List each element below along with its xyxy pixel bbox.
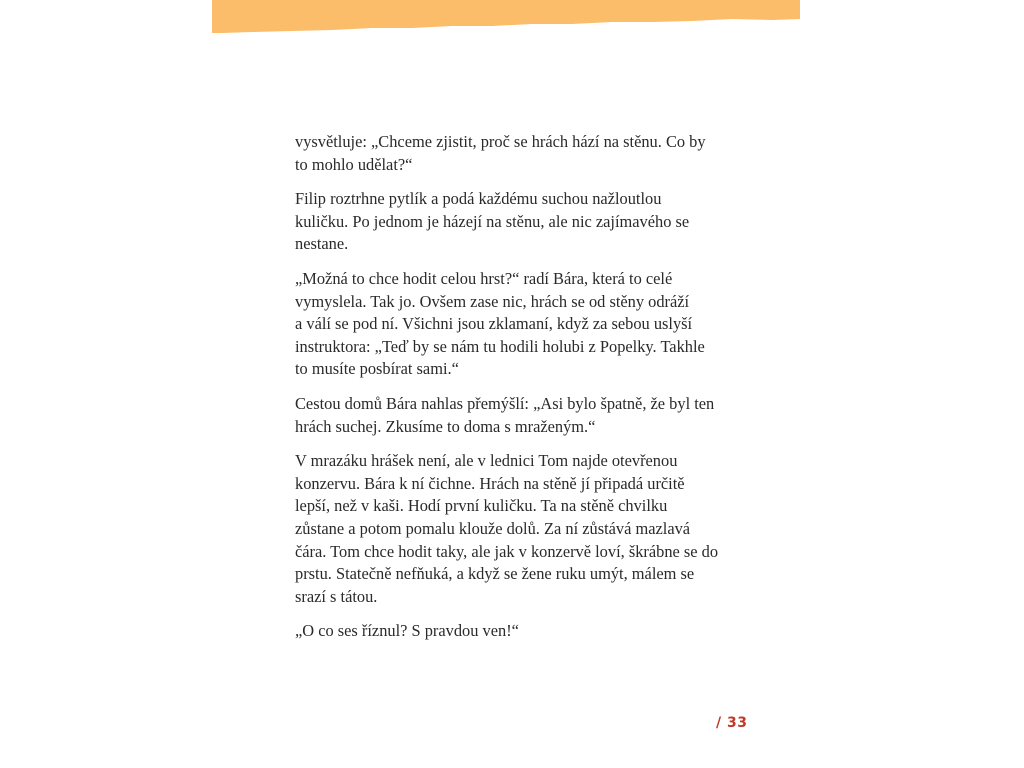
page-number: / 33: [716, 715, 748, 731]
paragraph: vysvětluje: „Chceme zjistit, proč se hrách hází na stěnu. Co by to mohlo udělat?“: [295, 132, 706, 174]
paragraph: Filip roztrhne pytlík a podá každému suchou nažloutlou kuličku. Po jednom je házejí na stěnu, ale nic zajímavého se nestane.: [295, 189, 690, 254]
paragraph: Cestou domů Bára nahlas přemýšlí: „Asi bylo špatně, že byl ten hrách suchej. Zkusíme to doma s mraženým.“: [295, 393, 715, 436]
orange-banner-decoration: [212, 0, 800, 40]
paragraph: „Možná to chce hodit celou hrst?“ radí Bára, která to celé vymyslela. Tak jo. Ovšem zase nic, hrách se od stěny odráží a válí se pod ní. Všichni jsou zklamaní, když za sebou uslyší instruktora: „Teď by se nám tu hodili holubi z Popelky. Takhle to musíte posbírat sami.“: [295, 268, 705, 379]
paragraph: „O co ses říznul? S pravdou ven!“: [295, 621, 519, 641]
paragraph: V mrazáku hrášek není, ale v lednici Tom najde otevřenou konzervu. Bára k ní čichne. Hrách na stěně jí připadá určitě lepší, než v kaši. Hodí první kuličku. Ta na stěně chvilku zůstane a potom pomalu klouže dolů. Za ní zůstává mazlavá čára. Tom chce hodit taky, ale jak v konzervě loví, škrábne se do prstu. Statečně nefňuká, a když se žene ruku umýt, málem se srazí s tátou.: [295, 451, 719, 606]
story-text: [295, 131, 747, 655]
